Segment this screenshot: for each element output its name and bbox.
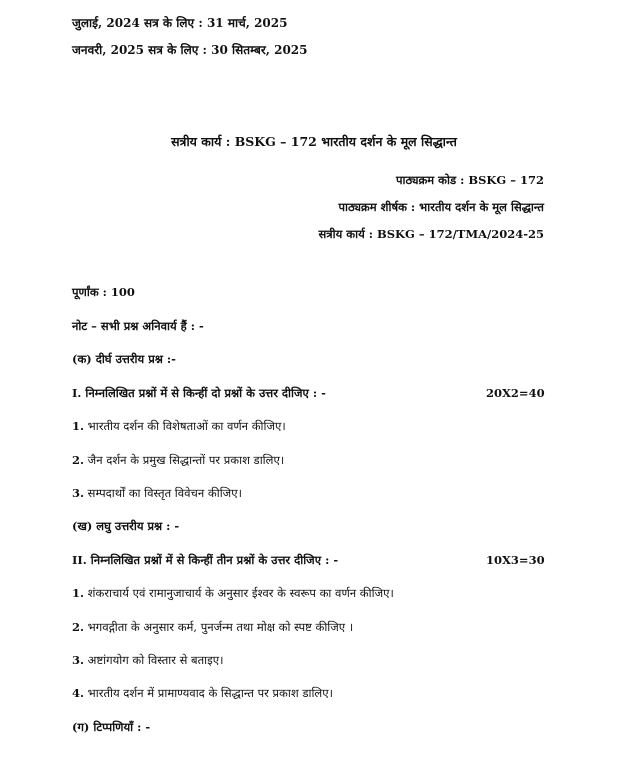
question-b4	[72, 688, 333, 700]
question-text: भारतीय दर्शन की विशेषताओं का वर्णन कीजिए।	[87, 419, 286, 433]
course-title: पाठ्यक्रम शीर्षक : भारतीय दर्शन के मूल सिद्धान्त	[338, 200, 544, 214]
note: नोट – सभी प्रश्न अनिवार्य हैं : -	[72, 319, 204, 333]
question-text: अष्टांगयोग को विस्तार से बताइए।	[87, 653, 224, 667]
section-b-instruction: II. निम्नलिखित प्रश्नों में से किन्हीं तीन प्रश्नों के उत्तर दीजिए : -	[72, 553, 339, 567]
question-number: 2.	[72, 453, 85, 467]
question-number: 1.	[72, 419, 85, 433]
question-number: 3.	[72, 653, 85, 667]
section-b-heading: (ख) लघु उत्तरीय प्रश्न : -	[72, 519, 180, 533]
course-code: पाठ्यक्रम कोड : BSKG – 172	[395, 173, 544, 187]
question-b1	[72, 588, 394, 600]
question-number: 4.	[72, 686, 85, 700]
section-a-heading: (क) दीर्घ उत्तरीय प्रश्न :-	[72, 352, 176, 366]
question-number: 3.	[72, 486, 85, 500]
section-c-heading: (ग) टिप्पणियाँ : -	[72, 720, 151, 734]
question-a2	[72, 455, 284, 467]
max-marks: पूर्णांक : 100	[72, 285, 135, 299]
section-a-instruction: I. निम्नलिखित प्रश्नों में से किन्हीं दो प्रश्नों के उत्तर दीजिए : -	[72, 386, 326, 400]
question-a3	[72, 488, 242, 500]
session-january: जनवरी, 2025 सत्र के लिए : 30 सितम्बर, 2025	[72, 43, 308, 57]
question-number: 1.	[72, 586, 85, 600]
section-b-marks: 10X3=30	[486, 553, 545, 567]
question-text: शंकराचार्य एवं रामानुजाचार्य के अनुसार ईश्वर के स्वरूप का वर्णन कीजिए।	[87, 586, 394, 600]
question-text: सम्पदार्थों का विस्तृत विवेचन कीजिए।	[87, 486, 242, 500]
question-text: जैन दर्शन के प्रमुख सिद्धान्तों पर प्रकाश डालिए।	[87, 453, 285, 467]
question-a1	[72, 421, 286, 433]
question-text: भारतीय दर्शन में प्रामाण्यवाद के सिद्धान्त पर प्रकाश डालिए।	[87, 686, 333, 700]
assignment-title: सत्रीय कार्य : BSKG – 172 भारतीय दर्शन के मूल सिद्धान्त	[171, 134, 457, 149]
question-text: भगवद्गीता के अनुसार कर्म, पुनर्जन्म तथा मोक्ष को स्पष्ट कीजिए ।	[87, 620, 354, 634]
assignment-code: सत्रीय कार्य : BSKG – 172/TMA/2024-25	[318, 227, 544, 241]
question-b3	[72, 655, 224, 667]
session-july: जुलाई, 2024 सत्र के लिए : 31 मार्च, 2025	[72, 16, 288, 30]
question-number: 2.	[72, 620, 85, 634]
section-a-marks: 20X2=40	[486, 386, 545, 400]
question-b2	[72, 622, 353, 634]
